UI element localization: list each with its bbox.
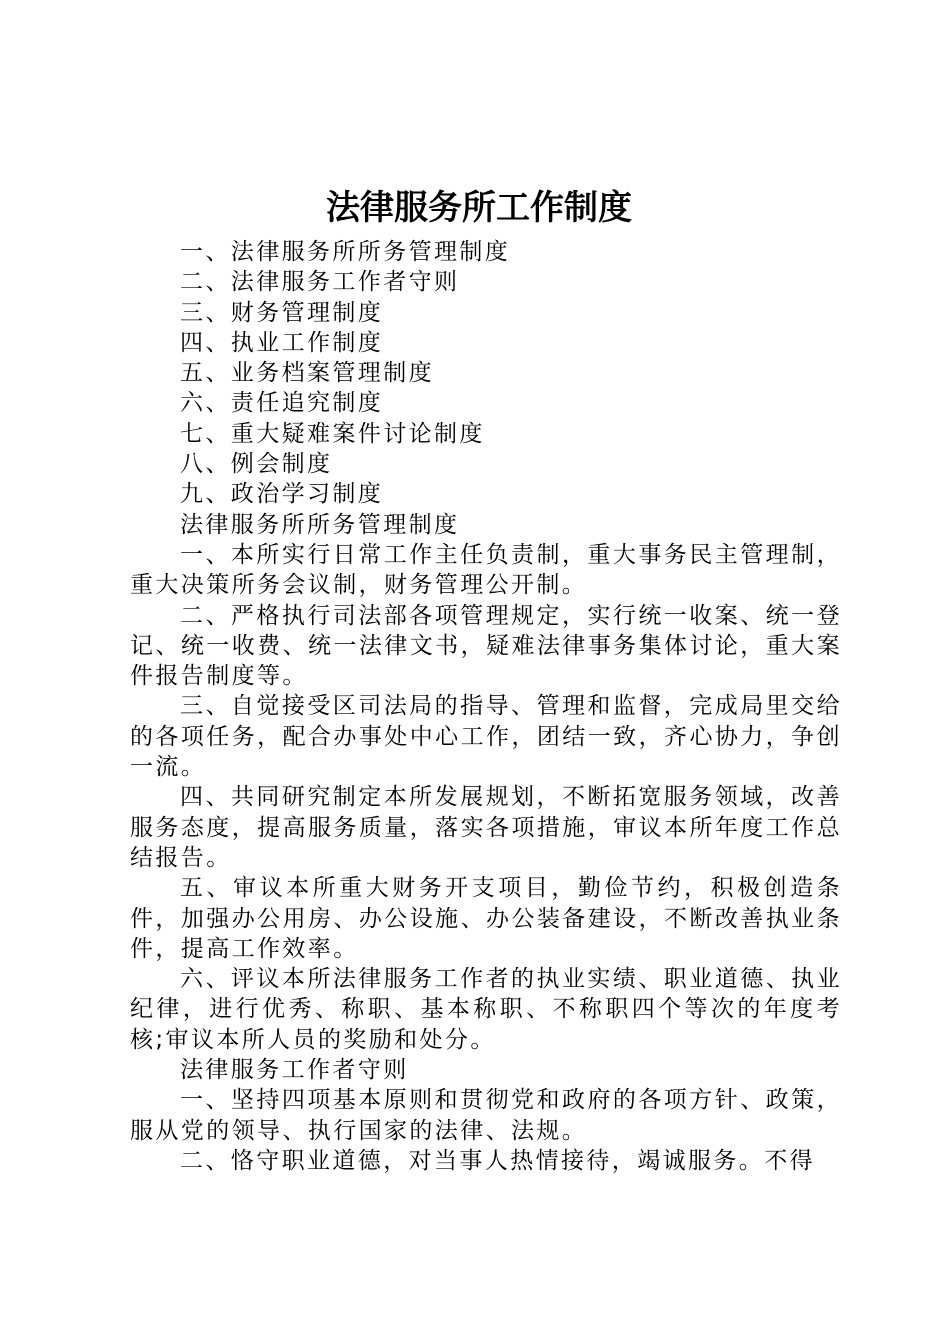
- toc-item: 七、重大疑难案件讨论制度: [180, 420, 485, 447]
- document-body: [130, 237, 842, 1176]
- paragraph: 五、审议本所重大财务开支项目，勤俭节约，积极创造条件，加强办公用房、办公设施、办公装备建设，不断改善执业条件，提高工作效率。: [130, 875, 842, 962]
- paragraph: 四、共同研究制定本所发展规划，不断拓宽服务领域，改善服务态度，提高服务质量，落实各项措施，审议本所年度工作总结报告。: [130, 784, 842, 871]
- toc-item: 五、业务档案管理制度: [180, 360, 434, 387]
- toc-item: 八、例会制度: [180, 451, 333, 478]
- table-of-contents: [130, 237, 842, 510]
- paragraph: 二、严格执行司法部各项管理规定，实行统一收案、统一登记、统一收费、统一法律文书，疑难法律事务集体讨论，重大案件报告制度等。: [130, 602, 842, 690]
- toc-item: 四、执业工作制度: [180, 329, 384, 356]
- section-heading-worker-code: 法律服务工作者守则: [180, 1057, 409, 1084]
- paragraph: 一、坚持四项基本原则和贯彻党和政府的各项方针、政策，服从党的领导、执行国家的法律、法规。: [130, 1087, 842, 1144]
- section-heading-office-management: 法律服务所所务管理制度: [180, 511, 460, 538]
- toc-item: 一、法律服务所所务管理制度: [180, 239, 511, 265]
- toc-item: 三、财务管理制度: [180, 299, 384, 326]
- toc-item: 九、政治学习制度: [180, 481, 384, 508]
- document-title: 法律服务所工作制度: [326, 188, 632, 228]
- paragraph: 三、自觉接受区司法局的指导、管理和监督，完成局里交给的各项任务，配合办事处中心工作，团结一致，齐心协力，争创一流。: [130, 693, 842, 781]
- paragraph: 二、恪守职业道德，对当事人热情接待，竭诚服务。不得: [180, 1147, 815, 1174]
- paragraph: 六、评议本所法律服务工作者的执业实绩、职业道德、执业纪律，进行优秀、称职、基本称职、不称职四个等次的年度考核;审议本所人员的奖励和处分。: [130, 966, 842, 1053]
- paragraph: 一、本所实行日常工作主任负责制，重大事务民主管理制，重大决策所务会议制，财务管理公开制。: [130, 541, 842, 599]
- toc-item: 二、法律服务工作者守则: [180, 269, 460, 296]
- toc-item: 六、责任追究制度: [180, 390, 384, 417]
